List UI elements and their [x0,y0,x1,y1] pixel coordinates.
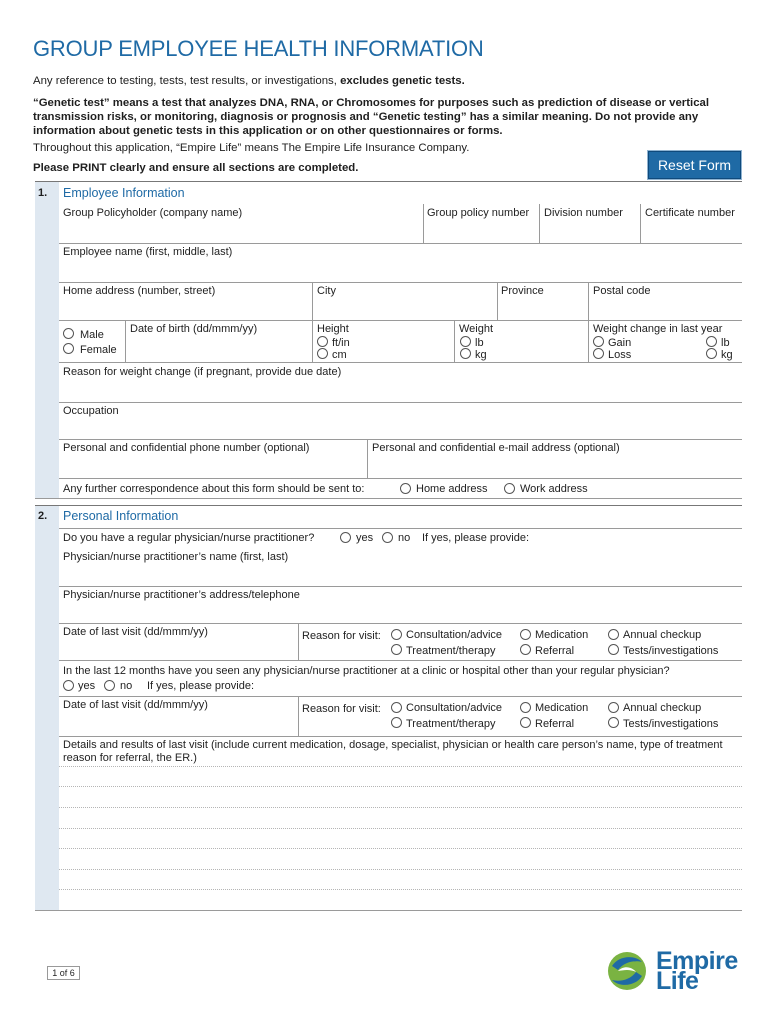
divider [59,478,742,479]
visit2-tests-label: Tests/investigations [623,718,719,730]
city-label: City [317,285,336,297]
visit2-consultation-radio[interactable] [391,702,402,713]
section2-number: 2. [38,510,48,522]
visit1-annual-checkup-label: Annual checkup [623,629,702,641]
details-line [59,869,742,870]
last-12-if-yes: If yes, please provide: [147,680,255,692]
divider [588,320,589,362]
details-line [59,807,742,808]
visit1-medication-label: Medication [535,629,589,641]
female-label: Female [80,344,117,356]
divider [298,696,299,736]
other-visit-date-label: Date of last visit (dd/mmm/yy) [63,699,208,711]
visit2-referral-radio[interactable] [520,717,531,728]
employee-name-label: Employee name (first, middle, last) [63,246,233,258]
divider [59,528,742,529]
phone-label: Personal and confidential phone number (optional) [63,442,310,454]
weight-change-lb-radio[interactable] [706,336,717,347]
visit1-consultation-label: Consultation/advice [406,629,503,641]
height-ftin-radio[interactable] [317,336,328,347]
male-radio[interactable] [63,328,74,339]
weight-lb-radio[interactable] [460,336,471,347]
visit1-medication-radio[interactable] [520,629,531,640]
visit2-consultation-label: Consultation/advice [406,702,503,714]
correspondence-work-radio[interactable] [504,483,515,494]
empire-life-definition: Throughout this application, “Empire Life” means The Empire Life Insurance Company. [33,142,470,154]
section1-number: 1. [38,187,48,199]
weight-kg-label: kg [475,349,487,361]
weight-label: Weight [459,323,494,335]
last-visit-date-label: Date of last visit (dd/mmm/yy) [63,626,208,638]
visit1-treatment-label: Treatment/therapy [406,645,496,657]
visit2-referral-label: Referral [535,718,575,730]
male-label: Male [80,329,104,341]
details-label: Details and results of last visit (include current medication, dosage, specialist, physician or health care person’s name, type of treatment reason for referral, the ER.) [63,739,723,764]
print-notice: Please PRINT clearly and ensure all sections are completed. [33,162,359,174]
height-cm-label: cm [332,349,347,361]
visit1-tests-label: Tests/investigations [623,645,719,657]
details-line [59,889,742,890]
weight-gain-radio[interactable] [593,336,604,347]
height-label: Height [317,323,349,335]
details-line [59,786,742,787]
correspondence-home-label: Home address [416,483,488,495]
weight-change-label: Weight change in last year [593,323,723,335]
visit1-referral-radio[interactable] [520,644,531,655]
visit2-treatment-radio[interactable] [391,717,402,728]
weight-change-lb-label: lb [721,337,730,349]
page-number: 1 of 6 [47,966,80,980]
regular-physician-yes-label: yes [356,532,374,544]
regular-physician-question: Do you have a regular physician/nurse practitioner? [63,532,315,544]
divider [35,910,742,911]
last-12-yes-radio[interactable] [63,680,74,691]
other-reason-for-visit-label: Reason for visit: [302,703,381,715]
section2-sideband [35,506,59,910]
logo-text-empire: Empire [656,947,738,975]
division-number-label: Division number [544,207,623,219]
details-line [59,828,742,829]
postal-code-label: Postal code [593,285,651,297]
city-field[interactable] [312,282,497,320]
divider [59,736,742,737]
group-policy-number-label: Group policy number [427,207,530,219]
physician-address-label: Physician/nurse practitioner’s address/telephone [63,589,300,601]
genetic-test-exclusion: Any reference to testing, tests, test results, or investigations, excludes genetic tests. [33,75,465,87]
last-12-yes-label: yes [78,680,96,692]
weight-gain-label: Gain [608,337,632,349]
page-title: GROUP EMPLOYEE HEALTH INFORMATION [33,36,484,61]
reason-weight-change-label: Reason for weight change (if pregnant, provide due date) [63,366,342,378]
visit1-treatment-radio[interactable] [391,644,402,655]
divider [35,498,742,499]
last-12-months-question: In the last 12 months have you seen any physician/nurse practitioner at a clinic or hospital other than your regular physician? [63,665,670,677]
visit2-annual-checkup-label: Annual checkup [623,702,702,714]
email-label: Personal and confidential e-mail address (optional) [372,442,620,454]
female-radio[interactable] [63,343,74,354]
divider [59,660,742,661]
regular-physician-no-radio[interactable] [382,532,393,543]
visit2-medication-label: Medication [535,702,589,714]
visit1-consultation-radio[interactable] [391,629,402,640]
policyholder-label: Group Policyholder (company name) [63,207,243,219]
occupation-field[interactable] [59,402,742,439]
section1-sideband [35,182,59,498]
date-of-birth-label: Date of birth (dd/mmm/yy) [130,323,258,335]
reason-for-visit-label: Reason for visit: [302,630,381,642]
visit1-referral-label: Referral [535,645,575,657]
visit1-tests-radio[interactable] [608,644,619,655]
visit2-treatment-label: Treatment/therapy [406,718,496,730]
weight-loss-label: Loss [608,349,632,361]
correspondence-work-label: Work address [520,483,588,495]
physician-name-label: Physician/nurse practitioner’s name (first, last) [63,551,289,563]
province-label: Province [501,285,544,297]
occupation-label: Occupation [63,405,119,417]
height-cm-radio[interactable] [317,348,328,359]
genetic-test-definition: “Genetic test” means a test that analyzes DNA, RNA, or Chromosomes for purposes such as prediction of disease or vertical transmission risks, or monitoring, diagnosis or prognosis and “Genetic testing” has a similar meaning. Do not provide any information about genetic tests in this application or on other questionnaires or forms. [33,97,710,137]
visit2-medication-radio[interactable] [520,702,531,713]
logo-text-life: Life [656,967,699,995]
details-line [59,848,742,849]
visit2-tests-radio[interactable] [608,717,619,728]
last-12-no-label: no [120,680,133,692]
home-address-label: Home address (number, street) [63,285,216,297]
regular-physician-yes-radio[interactable] [340,532,351,543]
correspondence-label: Any further correspondence about this form should be sent to: [63,483,365,495]
weight-loss-radio[interactable] [593,348,604,359]
reset-form-button[interactable]: Reset Form [648,151,741,179]
section1-title: Employee Information [63,186,185,200]
section2-top-rule [35,505,742,506]
visit1-annual-checkup-radio[interactable] [608,629,619,640]
weight-lb-label: lb [475,337,484,349]
correspondence-home-radio[interactable] [400,483,411,494]
empire-life-logo-icon [606,950,650,992]
weight-kg-radio[interactable] [460,348,471,359]
certificate-number-label: Certificate number [645,207,735,219]
divider [298,623,299,660]
height-ftin-label: ft/in [332,337,350,349]
section2-title: Personal Information [63,509,179,523]
details-line [59,766,742,767]
section1-top-rule [35,181,742,182]
regular-physician-no-label: no [398,532,411,544]
last-12-no-radio[interactable] [104,680,115,691]
weight-change-kg-label: kg [721,349,733,361]
regular-physician-if-yes: If yes, please provide: [422,532,530,544]
weight-change-kg-radio[interactable] [706,348,717,359]
visit2-annual-checkup-radio[interactable] [608,702,619,713]
